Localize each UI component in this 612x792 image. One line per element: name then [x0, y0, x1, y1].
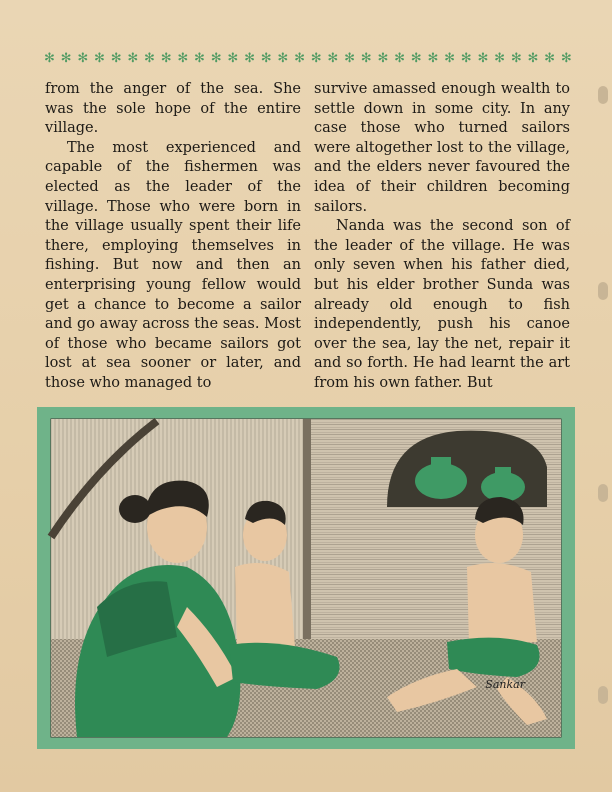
illustration-drawing: [37, 407, 575, 749]
text-column-left: [45, 80, 301, 394]
page-edge-mark: [598, 86, 608, 104]
story-illustration: [37, 407, 575, 749]
page-edge-mark: [598, 686, 608, 704]
page-edge-mark: [598, 282, 608, 300]
paragraph: The most experienced and capable of the fishermen was elected as the leader of the village. Those who were born in the village usually spent their life there, employing themselves in fishing. But now and then an enterprising young fellow would get a chance to become a sailor and go away across the seas. Most of those who became sailors got lost at sea sooner or later, and those who managed to: [45, 139, 301, 391]
page-edge-mark: [598, 484, 608, 502]
artist-signature: Sankar: [485, 678, 525, 691]
decorative-border: ✻ ✻ ✻ ✻ ✻ ✻ ✻ ✻ ✻ ✻ ✻ ✻ ✻ ✻ ✻ ✻ ✻ ✻ ✻ ✻ ✻ ✻ ✻ ✻ ✻ ✻ ✻ ✻ ✻ ✻ ✻ ✻: [44, 50, 572, 66]
paragraph: survive amassed enough wealth to settle down in some city. In any case those who turned sailors were altogether lost to the village, and the elders never favoured the idea of their children becoming sailors.: [314, 81, 570, 215]
paragraph: from the anger of the sea. She was the sole hope of the entire village.: [45, 81, 301, 137]
text-column-right: [314, 80, 570, 394]
paragraph: Nanda was the second son of the leader of the village. He was only seven when his father died, but his elder brother Sunda was already old enough to fish independently, push his canoe over the sea, lay the net, repair it and so forth. He had learnt the art from his own father. But: [314, 218, 570, 391]
